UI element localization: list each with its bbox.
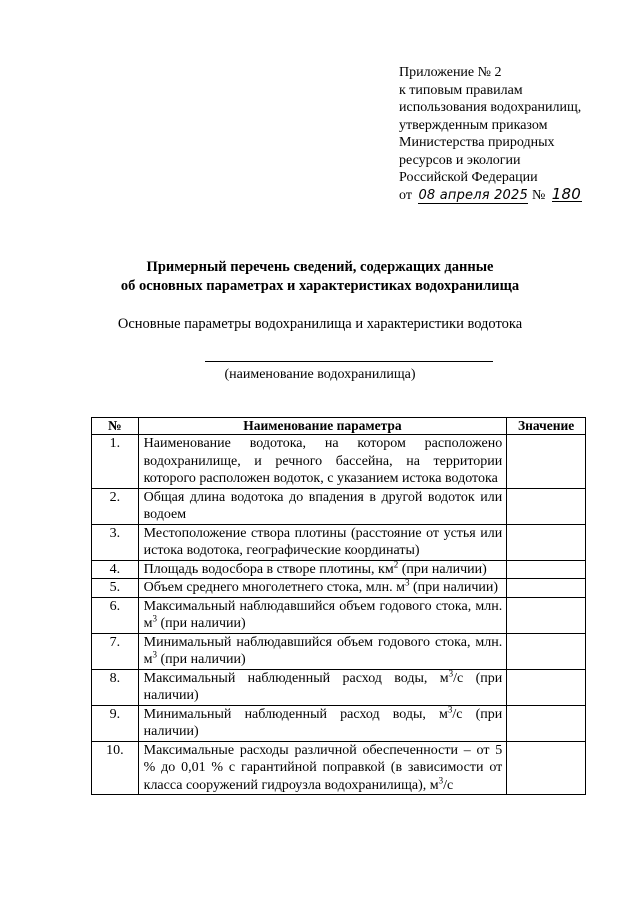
row-parameter-name — [138, 524, 507, 560]
parameter-text: Местоположение створа плотины (расстояние от устья или истока водотока, географические координаты) — [143, 525, 503, 558]
row-number: 4. — [92, 560, 139, 579]
row-value-cell[interactable] — [507, 633, 586, 669]
table-row — [92, 597, 586, 633]
unit-superscript: 3 — [152, 649, 157, 660]
row-parameter-name — [138, 633, 507, 669]
parameter-text-tail: /с — [443, 777, 454, 793]
table-row — [92, 741, 586, 795]
row-value-cell[interactable] — [507, 524, 586, 560]
row-parameter-name — [138, 597, 507, 633]
parameter-text: Наименование водотока, на котором расположено водохранилище, и речного бассейна, на территории которого расположен водоток, с указанием истока водотока — [143, 436, 503, 486]
appendix-line: утвержденным приказом — [399, 117, 548, 133]
row-parameter-name — [138, 669, 507, 705]
table-row — [92, 524, 586, 560]
parameter-text-tail: /с (при наличии) — [143, 670, 503, 703]
unit-superscript: 3 — [438, 774, 444, 785]
row-value-cell[interactable] — [507, 488, 586, 524]
handwritten-number: 180 — [551, 184, 582, 203]
appendix-line: Министерства природных — [399, 135, 555, 150]
row-number: 3. — [92, 524, 139, 560]
row-number: 5. — [92, 579, 139, 598]
parameter-text: Максимальный наблюденный расход воды, м — [143, 670, 449, 686]
row-value-cell[interactable] — [507, 579, 586, 598]
unit-superscript: 3 — [447, 703, 453, 714]
reservoir-name-caption: (наименование водохранилища) — [224, 367, 416, 382]
appendix-line: ресурсов и экологии — [399, 152, 521, 168]
row-parameter-name — [138, 488, 507, 524]
appendix-block — [399, 64, 582, 204]
row-number: 10. — [92, 741, 139, 795]
table-header-row — [92, 418, 586, 435]
parameters-table — [91, 417, 586, 795]
row-value-cell[interactable] — [507, 435, 586, 489]
row-parameter-name — [138, 435, 507, 489]
row-number: 2. — [92, 488, 139, 524]
unit-superscript: 3 — [404, 577, 410, 588]
row-value-cell[interactable] — [507, 741, 586, 795]
appendix-line: Российской Федерации — [399, 170, 538, 185]
row-number: 9. — [92, 705, 139, 741]
row-number: 1. — [92, 435, 139, 489]
title-line: об основных параметрах и характеристиках водохранилища — [120, 278, 520, 294]
row-value-cell[interactable] — [507, 669, 586, 705]
row-parameter-name — [138, 705, 507, 741]
parameter-text: Объем среднего многолетнего стока, млн. м — [143, 580, 405, 595]
appendix-line: Приложение № 2 — [399, 65, 502, 80]
table-row — [92, 669, 586, 705]
parameter-text-tail: (при наличии) — [398, 561, 487, 577]
parameter-text-tail: (при наличии) — [157, 616, 246, 631]
parameter-text: Минимальный наблюденный расход воды, м — [143, 706, 448, 722]
document-subtitle: Основные параметры водохранилища и характеристики водотока — [117, 316, 523, 332]
parameter-text: Общая длина водотока до впадения в другой водоток или водоем — [143, 489, 503, 522]
parameter-text: Максимальный наблюдавшийся объем годового стока, млн. м — [143, 598, 503, 631]
header-value: Значение — [507, 418, 586, 435]
parameter-text-tail: (при наличии) — [157, 652, 246, 667]
parameter-text: Минимальный наблюдавшийся объем годового стока, млн. м — [143, 634, 503, 667]
parameter-text-tail: (при наличии) — [409, 580, 499, 595]
row-parameter-name — [138, 560, 507, 579]
from-label: от — [399, 187, 412, 203]
document-title — [0, 258, 640, 296]
row-number: 6. — [92, 597, 139, 633]
unit-superscript: 3 — [448, 667, 454, 678]
row-value-cell[interactable] — [507, 560, 586, 579]
handwritten-date: 08 апреля 2025 — [418, 187, 528, 203]
table-row — [92, 488, 586, 524]
row-parameter-name — [138, 579, 507, 598]
row-parameter-name — [138, 741, 507, 795]
parameter-text-tail: /с (при наличии) — [143, 706, 503, 739]
header-number: № — [92, 418, 139, 435]
row-number: 8. — [92, 669, 139, 705]
unit-superscript: 3 — [152, 613, 157, 624]
table-row — [92, 579, 586, 598]
header-parameter-name: Наименование параметра — [138, 418, 507, 435]
row-value-cell[interactable] — [507, 597, 586, 633]
unit-superscript: 2 — [393, 558, 399, 569]
parameter-text: Максимальные расходы различной обеспеченности – от 5 % до 0,01 % с гарантийной поправкой (в зависимости от класса сооружений гидроузла водохранилища), м — [143, 742, 503, 793]
row-value-cell[interactable] — [507, 705, 586, 741]
order-date-line — [399, 184, 582, 205]
table-row — [92, 560, 586, 579]
appendix-line: к типовым правилам — [399, 82, 523, 98]
number-label: № — [531, 187, 546, 203]
reservoir-name-blank-line — [205, 361, 493, 362]
row-number: 7. — [92, 633, 139, 669]
appendix-line: использования водохранилищ, — [399, 100, 582, 115]
table-row — [92, 633, 586, 669]
parameter-text: Площадь водосбора в створе плотины, км — [143, 561, 394, 577]
title-line: Примерный перечень сведений, содержащих данные — [146, 259, 494, 275]
table-row — [92, 435, 586, 489]
table-row — [92, 705, 586, 741]
